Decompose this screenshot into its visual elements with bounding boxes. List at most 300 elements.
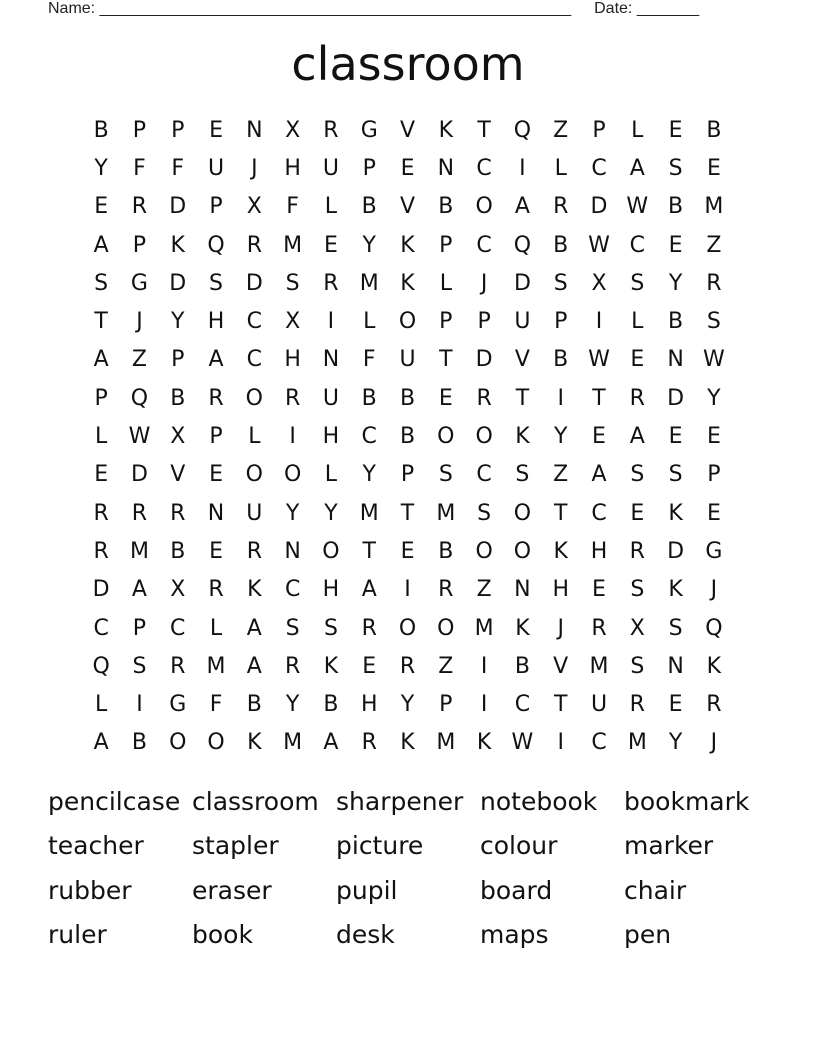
- grid-letter[interactable]: G: [169, 692, 187, 718]
- grid-letter[interactable]: I: [480, 653, 488, 679]
- grid-letter[interactable]: Q: [705, 615, 723, 641]
- grid-letter[interactable]: R: [284, 653, 301, 679]
- grid-letter[interactable]: P: [439, 232, 453, 258]
- grid-letter[interactable]: E: [438, 385, 453, 411]
- grid-letter[interactable]: S: [668, 462, 683, 488]
- grid-letter[interactable]: A: [246, 653, 262, 679]
- grid-letter[interactable]: C: [476, 232, 492, 258]
- grid-letter[interactable]: S: [706, 309, 721, 335]
- grid-letter[interactable]: G: [705, 538, 723, 564]
- grid-letter[interactable]: W: [703, 347, 725, 373]
- grid-letter[interactable]: O: [283, 462, 302, 488]
- grid-letter[interactable]: A: [323, 730, 339, 756]
- grid-letter[interactable]: S: [630, 462, 645, 488]
- grid-letter[interactable]: U: [399, 347, 416, 373]
- grid-letter[interactable]: C: [476, 462, 492, 488]
- grid-letter[interactable]: D: [475, 347, 493, 373]
- grid-letter[interactable]: R: [131, 194, 148, 220]
- grid-letter[interactable]: X: [170, 424, 186, 450]
- grid-letter[interactable]: P: [209, 424, 223, 450]
- grid-letter[interactable]: H: [552, 577, 569, 603]
- grid-letter[interactable]: Q: [130, 385, 149, 411]
- grid-letter[interactable]: S: [285, 270, 300, 296]
- grid-letter[interactable]: T: [362, 538, 376, 564]
- grid-letter[interactable]: R: [323, 270, 339, 296]
- grid-row: [82, 188, 734, 226]
- grid-letter[interactable]: T: [400, 500, 415, 526]
- grid-letter[interactable]: U: [207, 155, 225, 181]
- grid-letter[interactable]: M: [206, 653, 226, 679]
- grid-letter[interactable]: C: [476, 155, 492, 181]
- grid-letter[interactable]: P: [94, 385, 108, 411]
- grid-letter[interactable]: U: [322, 385, 339, 411]
- grid-letter[interactable]: V: [170, 462, 186, 488]
- grid-letter[interactable]: O: [245, 385, 263, 411]
- grid-letter[interactable]: K: [247, 577, 262, 603]
- grid-letter[interactable]: S: [553, 270, 568, 296]
- grid-letter[interactable]: J: [710, 577, 718, 603]
- grid-letter[interactable]: Y: [362, 462, 376, 488]
- grid-letter[interactable]: Z: [438, 653, 454, 679]
- grid-letter[interactable]: T: [94, 309, 108, 335]
- grid-letter[interactable]: K: [476, 730, 492, 756]
- grid-letter[interactable]: A: [131, 577, 147, 603]
- grid-letter[interactable]: I: [519, 155, 526, 181]
- grid-letter[interactable]: F: [362, 347, 376, 373]
- grid-letter[interactable]: R: [706, 692, 722, 718]
- grid-letter[interactable]: D: [169, 270, 187, 296]
- grid-letter[interactable]: L: [363, 309, 376, 335]
- grid-letter[interactable]: P: [171, 347, 185, 373]
- grid-letter[interactable]: N: [514, 577, 531, 603]
- grid-letter[interactable]: M: [283, 232, 303, 258]
- grid-letter[interactable]: A: [246, 615, 262, 641]
- grid-letter[interactable]: D: [667, 538, 685, 564]
- grid-letter[interactable]: O: [475, 194, 493, 220]
- grid-letter[interactable]: K: [400, 730, 415, 756]
- grid-letter[interactable]: T: [553, 692, 568, 718]
- grid-letter[interactable]: R: [706, 270, 722, 296]
- grid-letter[interactable]: E: [592, 577, 606, 603]
- word-list-item: bookmark: [624, 786, 750, 816]
- grid-letter[interactable]: B: [553, 232, 569, 258]
- grid-letter[interactable]: Z: [553, 462, 569, 488]
- grid-letter[interactable]: R: [629, 385, 645, 411]
- grid-letter[interactable]: C: [629, 232, 645, 258]
- grid-letter[interactable]: G: [360, 117, 378, 143]
- grid-letter[interactable]: A: [361, 577, 377, 603]
- grid-letter[interactable]: Q: [513, 117, 532, 143]
- grid-letter[interactable]: R: [399, 653, 416, 679]
- grid-letter[interactable]: R: [93, 500, 109, 526]
- grid-letter[interactable]: M: [474, 615, 494, 641]
- grid-letter[interactable]: N: [667, 347, 684, 373]
- grid-letter[interactable]: L: [209, 615, 223, 641]
- grid-letter[interactable]: K: [668, 577, 683, 603]
- grid-letter[interactable]: K: [438, 117, 454, 143]
- grid-letter[interactable]: H: [322, 424, 340, 450]
- grid-letter[interactable]: K: [515, 424, 530, 450]
- grid-letter[interactable]: P: [209, 194, 223, 220]
- grid-letter[interactable]: E: [706, 155, 721, 181]
- grid-letter[interactable]: D: [590, 194, 608, 220]
- grid-letter[interactable]: M: [283, 730, 303, 756]
- grid-letter[interactable]: O: [475, 538, 493, 564]
- grid-letter[interactable]: X: [629, 615, 645, 641]
- grid-letter[interactable]: S: [94, 270, 109, 296]
- grid-letter[interactable]: W: [511, 730, 534, 756]
- grid-letter[interactable]: H: [284, 155, 301, 181]
- grid-letter[interactable]: R: [93, 538, 109, 564]
- grid-letter[interactable]: S: [668, 615, 683, 641]
- grid-letter[interactable]: I: [136, 692, 143, 718]
- grid-letter[interactable]: I: [557, 730, 564, 756]
- grid-letter[interactable]: L: [95, 424, 108, 450]
- grid-letter[interactable]: E: [668, 692, 683, 718]
- grid-letter[interactable]: O: [437, 424, 455, 450]
- grid-letter[interactable]: L: [95, 692, 108, 718]
- grid-letter[interactable]: A: [208, 347, 224, 373]
- grid-letter[interactable]: E: [209, 538, 223, 564]
- grid-letter[interactable]: I: [289, 424, 296, 450]
- grid-letter[interactable]: H: [590, 538, 608, 564]
- grid-letter[interactable]: D: [245, 270, 263, 296]
- grid-letter[interactable]: W: [626, 194, 649, 220]
- grid-letter[interactable]: E: [400, 538, 415, 564]
- grid-letter[interactable]: K: [400, 270, 415, 296]
- grid-letter[interactable]: J: [480, 270, 488, 296]
- word-list-row: [48, 868, 778, 913]
- grid-letter[interactable]: P: [592, 117, 606, 143]
- grid-letter[interactable]: I: [404, 577, 411, 603]
- grid-letter[interactable]: X: [170, 577, 186, 603]
- grid-letter[interactable]: A: [93, 347, 109, 373]
- grid-letter[interactable]: P: [439, 692, 453, 718]
- grid-letter[interactable]: U: [322, 155, 339, 181]
- grid-letter[interactable]: A: [591, 462, 607, 488]
- grid-letter[interactable]: A: [514, 194, 530, 220]
- grid-letter[interactable]: V: [399, 117, 416, 143]
- grid-letter[interactable]: E: [668, 424, 683, 450]
- grid-letter[interactable]: B: [668, 194, 684, 220]
- grid-letter[interactable]: E: [668, 232, 683, 258]
- grid-letter[interactable]: R: [553, 194, 569, 220]
- grid-letter[interactable]: R: [170, 500, 186, 526]
- grid-letter[interactable]: Q: [207, 232, 225, 258]
- grid-letter[interactable]: B: [170, 538, 186, 564]
- grid-letter[interactable]: E: [668, 117, 683, 143]
- grid-letter[interactable]: L: [248, 424, 261, 450]
- grid-letter[interactable]: A: [629, 424, 645, 450]
- grid-letter[interactable]: L: [324, 462, 338, 488]
- grid-letter[interactable]: E: [706, 424, 721, 450]
- grid-letter[interactable]: S: [668, 155, 683, 181]
- date-label: Date:: [594, 0, 633, 17]
- grid-letter[interactable]: O: [322, 538, 340, 564]
- grid-letter[interactable]: E: [362, 653, 377, 679]
- grid-letter[interactable]: Z: [131, 347, 147, 373]
- grid-letter[interactable]: B: [514, 653, 530, 679]
- grid-letter[interactable]: R: [246, 232, 262, 258]
- grid-letter[interactable]: N: [322, 347, 340, 373]
- grid-letter[interactable]: O: [513, 500, 532, 526]
- grid-letter[interactable]: K: [323, 653, 339, 679]
- grid-letter[interactable]: K: [553, 538, 568, 564]
- grid-letter[interactable]: I: [557, 385, 564, 411]
- grid-letter[interactable]: C: [93, 615, 109, 641]
- grid-letter[interactable]: L: [631, 309, 644, 335]
- grid-letter[interactable]: W: [128, 424, 151, 450]
- grid-letter[interactable]: N: [284, 538, 301, 564]
- grid-letter[interactable]: G: [130, 270, 148, 296]
- grid-letter[interactable]: S: [285, 615, 300, 641]
- grid-letter[interactable]: H: [322, 577, 340, 603]
- word-list-item: classroom: [192, 786, 319, 816]
- grid-letter[interactable]: D: [92, 577, 110, 603]
- grid-letter[interactable]: B: [323, 692, 339, 718]
- grid-letter[interactable]: M: [436, 730, 456, 756]
- grid-letter[interactable]: E: [323, 232, 338, 258]
- grid-letter[interactable]: Y: [668, 270, 683, 296]
- grid-letter[interactable]: I: [595, 309, 603, 335]
- grid-letter[interactable]: B: [170, 385, 186, 411]
- date-line[interactable]: _______: [636, 0, 700, 17]
- grid-letter[interactable]: Q: [92, 653, 110, 679]
- grid-letter[interactable]: T: [515, 385, 530, 411]
- grid-letter[interactable]: B: [361, 194, 377, 220]
- grid-letter[interactable]: J: [136, 309, 143, 335]
- grid-letter[interactable]: P: [132, 615, 147, 641]
- grid-letter[interactable]: O: [398, 615, 417, 641]
- grid-letter[interactable]: K: [706, 653, 722, 679]
- grid-letter[interactable]: B: [361, 385, 377, 411]
- grid-letter[interactable]: R: [361, 615, 377, 641]
- grid-letter[interactable]: R: [208, 577, 224, 603]
- grid-letter[interactable]: C: [591, 500, 607, 526]
- grid-letter[interactable]: R: [246, 538, 262, 564]
- grid-letter[interactable]: L: [631, 117, 644, 143]
- grid-letter[interactable]: B: [93, 117, 109, 143]
- grid-letter[interactable]: X: [285, 309, 301, 335]
- grid-letter[interactable]: Q: [513, 232, 532, 258]
- grid-letter[interactable]: M: [436, 500, 456, 526]
- grid-letter[interactable]: B: [246, 692, 262, 718]
- grid-letter[interactable]: F: [286, 194, 299, 220]
- grid-letter[interactable]: K: [668, 500, 683, 526]
- grid-letter[interactable]: W: [588, 347, 610, 373]
- grid-letter[interactable]: S: [630, 653, 645, 679]
- grid-letter[interactable]: K: [400, 232, 415, 258]
- grid-letter[interactable]: P: [707, 462, 721, 488]
- grid-letter[interactable]: S: [630, 577, 645, 603]
- grid-letter[interactable]: P: [554, 309, 568, 335]
- grid-letter[interactable]: U: [246, 500, 263, 526]
- grid-row: [82, 302, 734, 340]
- grid-row: [82, 532, 734, 570]
- name-line[interactable]: _____________________________________________________: [99, 0, 572, 17]
- grid-letter[interactable]: R: [629, 692, 645, 718]
- grid-letter[interactable]: E: [630, 347, 645, 373]
- grid-letter[interactable]: O: [475, 424, 493, 450]
- grid-letter[interactable]: Y: [324, 500, 338, 526]
- grid-letter[interactable]: A: [93, 232, 109, 258]
- grid-letter[interactable]: O: [513, 538, 532, 564]
- grid-letter[interactable]: M: [589, 653, 609, 679]
- grid-letter[interactable]: D: [130, 462, 148, 488]
- grid-letter[interactable]: C: [246, 347, 263, 373]
- grid-letter[interactable]: S: [438, 462, 453, 488]
- grid-letter[interactable]: P: [477, 309, 491, 335]
- grid-letter[interactable]: S: [515, 462, 530, 488]
- grid-letter[interactable]: B: [706, 117, 722, 143]
- grid-letter[interactable]: P: [132, 232, 147, 258]
- grid-letter[interactable]: C: [591, 730, 607, 756]
- grid-letter[interactable]: R: [591, 615, 607, 641]
- grid-letter[interactable]: E: [94, 462, 109, 488]
- grid-letter[interactable]: E: [209, 117, 223, 143]
- grid-letter[interactable]: R: [361, 730, 377, 756]
- grid-letter[interactable]: V: [399, 194, 416, 220]
- grid-letter[interactable]: M: [359, 500, 379, 526]
- grid-letter[interactable]: D: [513, 270, 531, 296]
- grid-letter[interactable]: D: [169, 194, 187, 220]
- grid-letter[interactable]: K: [170, 232, 185, 258]
- grid-letter[interactable]: P: [439, 309, 453, 335]
- grid-letter[interactable]: T: [477, 117, 491, 143]
- grid-letter[interactable]: C: [514, 692, 531, 718]
- grid-letter[interactable]: S: [630, 270, 645, 296]
- grid-letter[interactable]: D: [667, 385, 685, 411]
- grid-letter[interactable]: B: [131, 730, 147, 756]
- grid-letter[interactable]: Z: [706, 232, 722, 258]
- grid-letter[interactable]: A: [629, 155, 645, 181]
- grid-letter[interactable]: N: [246, 117, 263, 143]
- grid-letter[interactable]: F: [133, 155, 146, 181]
- grid-letter[interactable]: H: [207, 309, 225, 335]
- grid-letter[interactable]: U: [514, 309, 531, 335]
- grid-letter[interactable]: I: [480, 692, 488, 718]
- grid-letter[interactable]: R: [170, 653, 186, 679]
- grid-letter[interactable]: K: [515, 615, 530, 641]
- grid-letter[interactable]: R: [629, 538, 645, 564]
- grid-letter[interactable]: A: [93, 730, 109, 756]
- grid-letter[interactable]: O: [169, 730, 187, 756]
- grid-letter[interactable]: B: [438, 538, 454, 564]
- grid-letter[interactable]: Y: [362, 232, 376, 258]
- grid-letter[interactable]: E: [94, 194, 109, 220]
- grid-letter[interactable]: S: [209, 270, 224, 296]
- grid-letter[interactable]: C: [284, 577, 301, 603]
- grid-letter[interactable]: S: [477, 500, 492, 526]
- grid-letter[interactable]: Y: [94, 155, 108, 181]
- grid-letter[interactable]: R: [208, 385, 224, 411]
- grid-letter[interactable]: R: [131, 500, 148, 526]
- grid-letter[interactable]: Z: [476, 577, 492, 603]
- grid-letter[interactable]: N: [207, 500, 225, 526]
- grid-letter[interactable]: F: [209, 692, 223, 718]
- grid-letter[interactable]: P: [400, 462, 415, 488]
- grid-letter[interactable]: L: [324, 194, 338, 220]
- grid-letter[interactable]: V: [514, 347, 530, 373]
- grid-letter[interactable]: O: [437, 615, 455, 641]
- word-list-row: [48, 824, 778, 869]
- grid-letter[interactable]: C: [361, 424, 377, 450]
- grid-letter[interactable]: J: [557, 615, 564, 641]
- grid-letter[interactable]: M: [129, 538, 149, 564]
- grid-letter[interactable]: O: [207, 730, 225, 756]
- grid-letter[interactable]: Z: [553, 117, 569, 143]
- grid-letter[interactable]: X: [246, 194, 262, 220]
- grid-letter[interactable]: U: [590, 692, 608, 718]
- grid-letter[interactable]: R: [438, 577, 454, 603]
- grid-letter[interactable]: R: [476, 385, 492, 411]
- grid-letter[interactable]: B: [668, 309, 684, 335]
- grid-letter[interactable]: Y: [553, 424, 568, 450]
- grid-letter[interactable]: M: [627, 730, 647, 756]
- grid-letter[interactable]: S: [132, 653, 147, 679]
- grid-letter[interactable]: L: [439, 270, 452, 296]
- grid-letter[interactable]: B: [438, 194, 454, 220]
- grid-letter[interactable]: B: [399, 385, 416, 411]
- grid-letter[interactable]: T: [592, 385, 606, 411]
- grid-letter[interactable]: C: [170, 615, 186, 641]
- grid-letter[interactable]: E: [630, 500, 645, 526]
- grid-letter[interactable]: O: [398, 309, 417, 335]
- grid-letter[interactable]: E: [400, 155, 415, 181]
- grid-letter[interactable]: Y: [400, 692, 415, 718]
- grid-letter[interactable]: H: [284, 347, 301, 373]
- grid-letter[interactable]: P: [362, 155, 376, 181]
- grid-letter[interactable]: H: [360, 692, 378, 718]
- grid-letter[interactable]: Y: [171, 309, 185, 335]
- grid-letter[interactable]: Y: [285, 500, 300, 526]
- grid-letter[interactable]: R: [323, 117, 339, 143]
- grid-letter[interactable]: E: [209, 462, 223, 488]
- grid-letter[interactable]: N: [437, 155, 455, 181]
- grid-letter[interactable]: I: [327, 309, 335, 335]
- grid-row: [82, 494, 734, 532]
- grid-letter[interactable]: P: [132, 117, 147, 143]
- grid-letter[interactable]: X: [285, 117, 301, 143]
- grid-letter[interactable]: B: [553, 347, 569, 373]
- grid-letter[interactable]: J: [251, 155, 258, 181]
- grid-letter[interactable]: X: [591, 270, 607, 296]
- grid-letter[interactable]: T: [439, 347, 453, 373]
- grid-letter[interactable]: K: [247, 730, 262, 756]
- grid-letter[interactable]: L: [554, 155, 567, 181]
- grid-letter[interactable]: R: [284, 385, 301, 411]
- grid-letter[interactable]: W: [588, 232, 610, 258]
- grid-letter[interactable]: E: [592, 424, 606, 450]
- grid-letter[interactable]: O: [245, 462, 263, 488]
- grid-letter[interactable]: M: [704, 194, 724, 220]
- grid-letter[interactable]: Y: [668, 730, 683, 756]
- grid-letter[interactable]: Y: [707, 385, 721, 411]
- grid-letter[interactable]: Y: [285, 692, 300, 718]
- grid-letter[interactable]: C: [591, 155, 607, 181]
- grid-letter[interactable]: T: [553, 500, 568, 526]
- grid-letter[interactable]: E: [706, 500, 721, 526]
- grid-letter[interactable]: N: [667, 653, 684, 679]
- grid-letter[interactable]: J: [710, 730, 718, 756]
- grid-letter[interactable]: M: [359, 270, 379, 296]
- grid-letter[interactable]: V: [553, 653, 569, 679]
- grid-letter[interactable]: B: [399, 424, 416, 450]
- grid-letter[interactable]: P: [171, 117, 185, 143]
- grid-letter[interactable]: F: [171, 155, 185, 181]
- grid-letter[interactable]: S: [323, 615, 338, 641]
- grid-letter[interactable]: C: [246, 309, 263, 335]
